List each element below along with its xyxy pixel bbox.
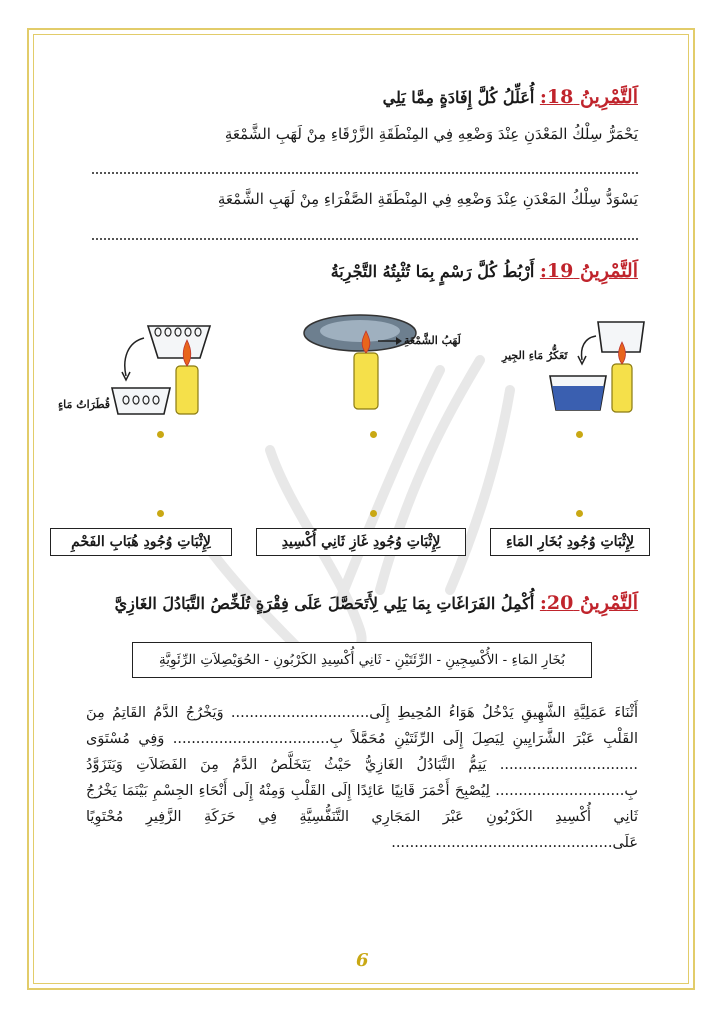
exercise-19-title <box>331 260 638 282</box>
label-candle-flame: لَهَبُ الشَّمْعَةِ <box>404 334 461 347</box>
answer-line-1[interactable] <box>92 172 638 174</box>
candle-water-drops-icon <box>100 318 230 418</box>
exercise-20-label: اَلتَّمْرِينُ 20: <box>539 592 638 614</box>
exercise-18-title <box>383 86 638 108</box>
proof-box-soot: لِإِثْبَاتِ وُجُودِ هُبَابِ الفَحْمِ <box>50 528 232 556</box>
candle-plate-icon <box>300 305 470 415</box>
label-water-drops: قُطَرَاتُ مَاءٍ <box>58 398 111 411</box>
exercise-20-instruction: أُكْمِلُ الفَرَاغَاتِ بِمَا يَلِي لِأَتَحَصَّلَ عَلَى فِقْرَةٍ تُلَخِّصُ التَّبَادُلَ الغَازِيَّ <box>114 594 535 613</box>
proof-box-water-vapor: لِإِثْبَاتِ وُجُودِ بُخَارِ المَاءِ <box>490 528 650 556</box>
match-dot-image-2[interactable] <box>370 431 377 438</box>
page-number: 6 <box>356 950 369 971</box>
exercise-18-statement-1: يَحْمَرُّ سِلْكُ المَعْدَنِ عِنْدَ وَضْعِهِ فِي المِنْطَقَةِ الزَّرْقَاءِ مِنْ لَهَبِ الشَّمْعَةِ <box>224 125 638 143</box>
exercise-18-label: اَلتَّمْرِينُ 18: <box>539 86 638 108</box>
proof-box-carbon-dioxide: لِإِثْبَاتِ وُجُودِ غَازِ ثَانِي أُكْسِيدِ <box>256 528 466 556</box>
exercise-18-instruction: أُعَلِّلُ كُلَّ إِفَادَةٍ مِمَّا يَلِي <box>382 88 535 107</box>
match-dot-image-3[interactable] <box>157 431 164 438</box>
exercise-18-statement-2: يَسْوَدُّ سِلْكُ المَعْدَنِ عِنْدَ وَضْعِهِ فِي المِنْطَقَةِ الصَّفْرَاءِ مِنْ لَهَبِ الشَّمْعَةِ <box>217 190 638 208</box>
label-limewater: تَعَكُّرُ مَاءِ الجِيرِ <box>502 349 568 362</box>
exercise-20-title <box>115 592 638 614</box>
fill-blanks-paragraph[interactable]: أَثْنَاءَ عَمَلِيَّةِ الشَّهِيقِ يَدْخُلُ هَوَاءُ المُحِيطِ إِلَى.............................. وَيَخْرُجُ الدَّمُ القَاتِمُ مِنَ القَلْبِ عَبْرَ الشَّرَايِينِ لِيَصِلَ إِلَى الرِّئَتَيْنِ مُحَمَّلاً بِ.................................. وَفِي مُسْتَوَى .............................. يَتِمُّ التَّبَادُلُ الغَازِيُّ حَيْثُ يَتَخَلَّصُ الدَّمُ مِنَ الفَضَلاَتِ وَيَتَزَوَّدُ بِ............................ لِيُصْبِحَ أَحْمَرَ قَانِيًا عَائِدًا إِلَى القَلْبِ وَمِنْهُ إِلَى أَنْحَاءِ الجِسْمِ بَيْنَمَا يَخْرُجُ ثَانِي أُكْسِيدِ الكَرْبُونِ عَبْرَ المَجَارِي التَّنَفُّسِيَّةِ فِي حَرَكَةِ الزَّفِيرِ مُحْتَوِيًا عَلَى................................................ <box>86 705 638 851</box>
match-dot-box-2[interactable] <box>370 510 377 517</box>
answer-line-2[interactable] <box>92 238 638 240</box>
exercise-19-label: اَلتَّمْرِينُ 19: <box>539 260 638 282</box>
candle-limewater-icon <box>540 318 660 418</box>
match-dot-box-1[interactable] <box>576 510 583 517</box>
word-bank: بُخَارِ المَاءِ - الأُكْسِجِينِ - الرِّئَتَيْنِ - ثَانِي أُكْسِيدِ الكَرْبُونِ - الحُوَيْصِلاَتِ الرِّئَوِيَّةِ <box>132 642 592 678</box>
match-dot-box-3[interactable] <box>157 510 164 517</box>
exercise-19-instruction: أَرْبُطُ كُلَّ رَسْمٍ بِمَا تُثْبِتُهُ التَّجْرِبَةُ <box>330 262 535 281</box>
match-dot-image-1[interactable] <box>576 431 583 438</box>
